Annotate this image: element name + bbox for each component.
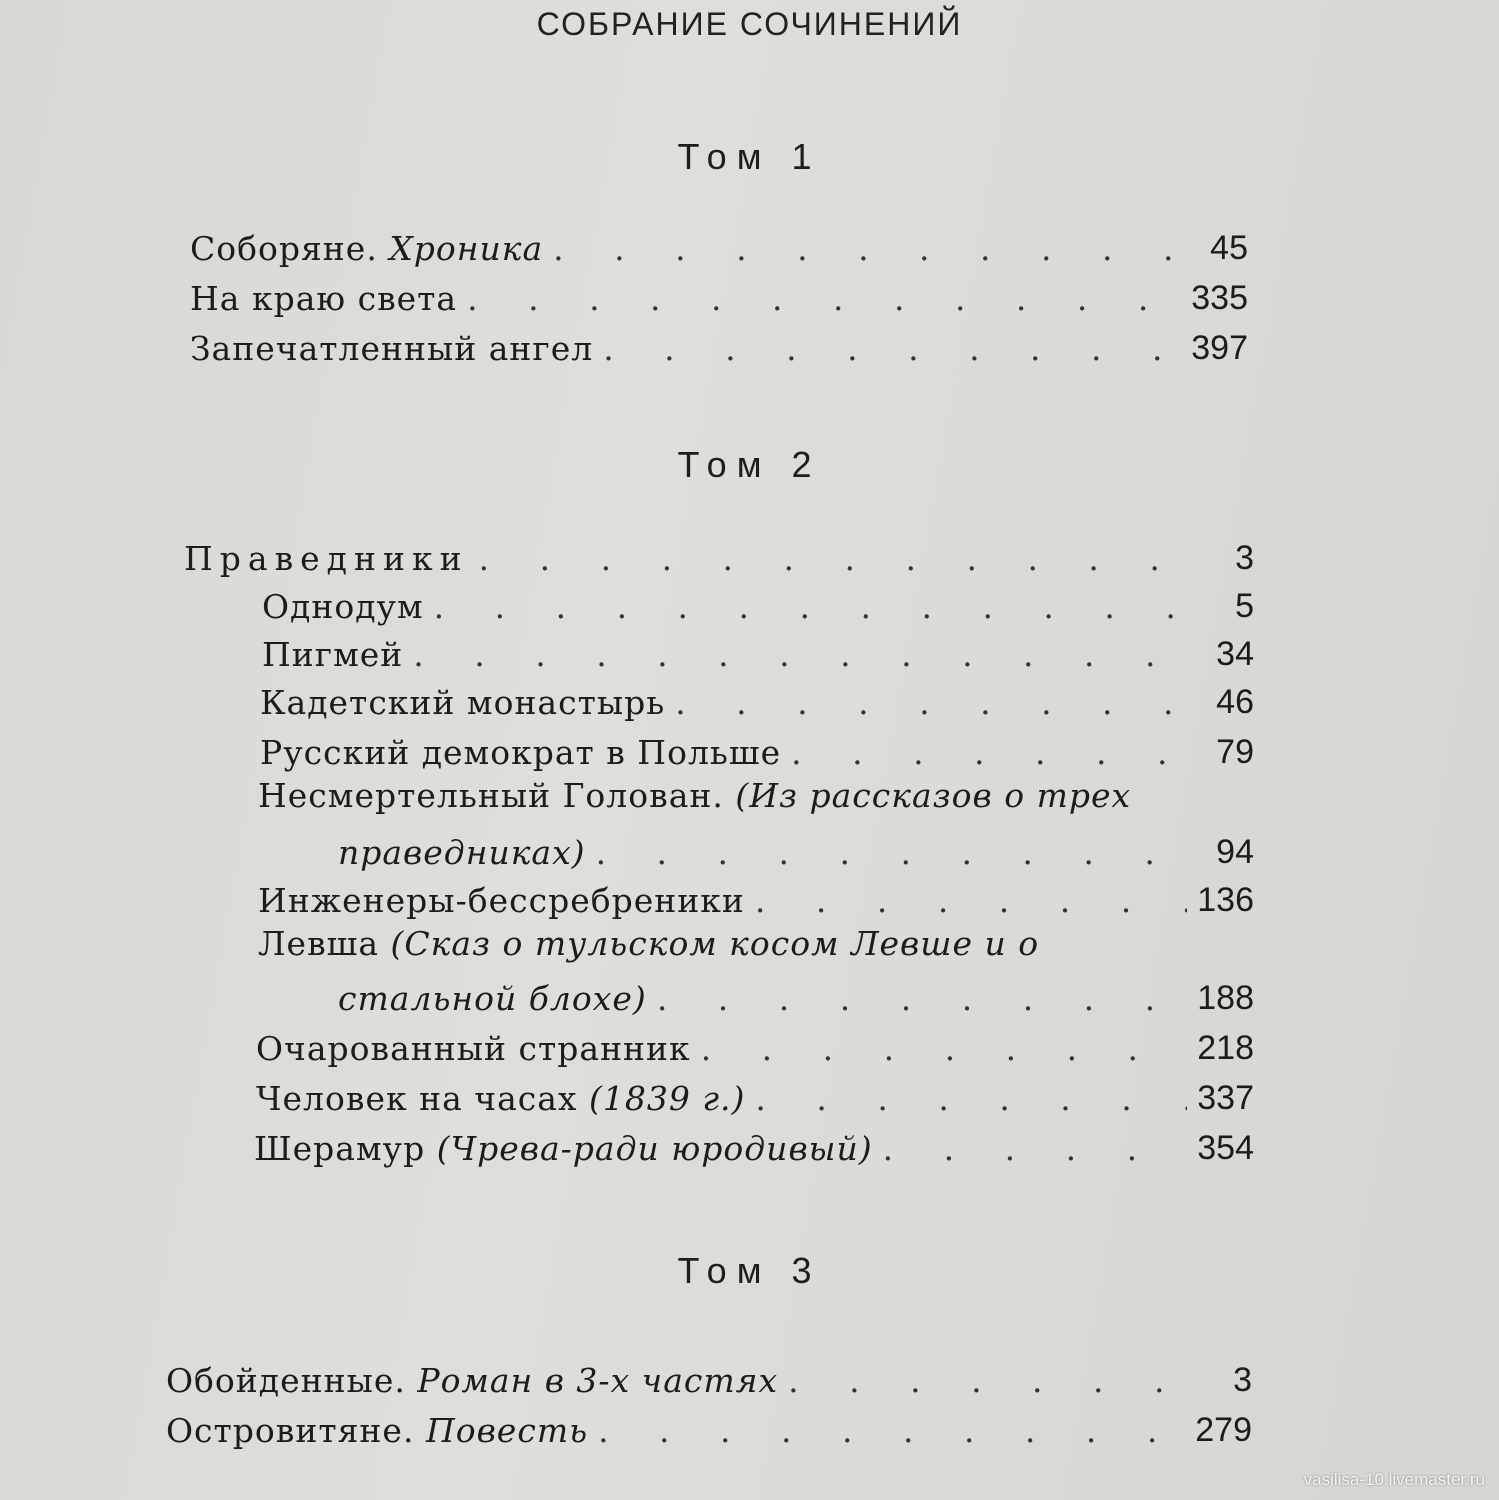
entry-title: Очарованный странник <box>256 1029 691 1068</box>
toc-entry <box>338 826 1254 872</box>
page-header <box>0 6 1499 43</box>
page-number: 3 <box>1235 539 1254 577</box>
entry-subtitle: Роман в 3-х частях <box>417 1361 779 1400</box>
page-number: 5 <box>1235 587 1254 625</box>
entry-title: На краю света <box>190 279 458 318</box>
entry-subtitle: Повесть <box>425 1411 589 1450</box>
toc-entry <box>166 1404 1252 1450</box>
page-number: 3 <box>1233 1361 1252 1399</box>
entry-title: Обойденные. <box>166 1361 406 1400</box>
entry-title: Островитяне. <box>166 1411 415 1450</box>
entry-title: Кадетский монастырь <box>260 683 666 722</box>
toc-entry <box>190 272 1248 318</box>
toc-entry <box>262 628 1254 674</box>
page-number: 218 <box>1197 1029 1254 1067</box>
entry-title: Однодум <box>262 587 424 626</box>
toc-entry <box>262 580 1254 626</box>
leader-dots <box>791 733 1204 772</box>
toc-entry-first-line <box>258 776 1131 815</box>
toc-entry <box>254 1122 1254 1168</box>
entry-title: Левша <box>258 924 379 963</box>
volume-2-title: Том 2 <box>677 444 822 485</box>
page-number: 136 <box>1197 881 1254 919</box>
toc-entry <box>258 874 1254 920</box>
entry-subtitle: (1839 г.) <box>589 1079 746 1118</box>
entry-subtitle: Хроника <box>389 229 544 268</box>
watermark: vasilisa-10.livemaster.ru <box>1303 1470 1485 1489</box>
leader-dots <box>701 1029 1188 1068</box>
leader-dots <box>467 279 1181 318</box>
page-number: 46 <box>1216 683 1254 721</box>
entry-title: Соборяне. <box>190 229 378 268</box>
leader-dots <box>755 881 1187 920</box>
toc-entry <box>184 532 1254 578</box>
page-number: 279 <box>1195 1411 1252 1449</box>
toc-entry <box>260 676 1254 722</box>
page-number: 335 <box>1191 279 1248 317</box>
entry-subtitle: (Из рассказов о трех <box>735 776 1132 815</box>
leader-dots <box>883 1129 1188 1168</box>
entry-title: Несмертельный Голован. <box>258 776 724 815</box>
leader-dots <box>755 1079 1187 1118</box>
entry-title: Запечатленный ангел <box>190 329 594 368</box>
page-number: 79 <box>1216 733 1254 771</box>
toc-entry <box>256 1072 1254 1118</box>
leader-dots <box>479 539 1204 578</box>
page-number: 188 <box>1197 979 1254 1017</box>
volume-1-title: Том 1 <box>677 136 822 177</box>
leader-dots <box>675 683 1204 722</box>
entry-title: Шерамур <box>254 1129 426 1168</box>
page-number: 354 <box>1197 1129 1254 1167</box>
toc-entry <box>166 1354 1252 1400</box>
entry-title: Праведники <box>184 539 469 578</box>
leader-dots <box>596 833 1204 872</box>
collection-title: СОБРАНИЕ СОЧИНЕНИЙ <box>536 6 963 42</box>
page-number: 337 <box>1197 1079 1254 1117</box>
volume-3-title: Том 3 <box>677 1250 822 1291</box>
leader-dots <box>603 329 1181 368</box>
toc-entry <box>256 1022 1254 1068</box>
leader-dots <box>553 229 1198 268</box>
toc-entry <box>260 726 1254 772</box>
toc-entry <box>190 222 1248 268</box>
leader-dots <box>657 979 1187 1018</box>
toc-entry <box>338 972 1254 1018</box>
entry-title: Пигмей <box>262 635 404 674</box>
page-number: 45 <box>1210 229 1248 267</box>
entry-title: Русский демократ в Польше <box>260 733 782 772</box>
entry-subtitle-continued: праведниках) <box>338 833 586 872</box>
entry-subtitle: (Сказ о тульском косом Левше и о <box>390 924 1040 963</box>
entry-title: Человек на часах <box>256 1079 578 1118</box>
leader-dots <box>788 1361 1202 1400</box>
entry-subtitle: (Чрева-ради юродивый) <box>436 1129 873 1168</box>
leader-dots <box>434 587 1204 626</box>
toc-entry <box>190 322 1248 368</box>
entry-title: Инженеры-бессребреники <box>258 881 745 920</box>
leader-dots <box>598 1411 1185 1450</box>
page-number: 94 <box>1216 833 1254 871</box>
page-number: 397 <box>1191 329 1248 367</box>
leader-dots <box>413 635 1204 674</box>
entry-subtitle-continued: стальной блохе) <box>338 979 647 1018</box>
toc-entry-first-line <box>258 924 1039 963</box>
page-number: 34 <box>1216 635 1254 673</box>
